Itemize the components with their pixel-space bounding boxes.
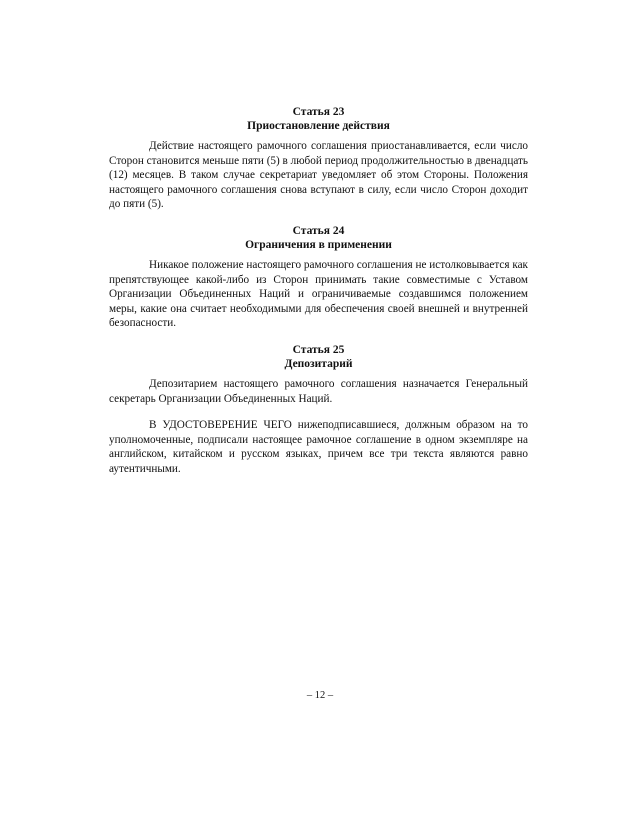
article-title: Ограничения в применении <box>245 238 392 251</box>
article-number: Статья 23 <box>292 106 345 118</box>
testimonium-paragraph: В УДОСТОВЕРЕНИЕ ЧЕГО нижеподписавшиеся, должным образом на то уполномоченные, подписали настоящее рамочное соглашение в одном экземпляре на английском, китайском и русском языках, причем все три текста являются равно аутентичными. <box>109 419 528 475</box>
article-number: Статья 25 <box>292 343 345 356</box>
document-body <box>109 105 528 477</box>
article-24 <box>109 224 528 331</box>
article-paragraph: Депозитарием настоящего рамочного соглашения назначается Генеральный секретарь Организации Объединенных Наций. <box>109 377 528 405</box>
article-paragraph: Никакое положение настоящего рамочного соглашения не истолковывается как препятствующее какой-либо из Сторон принимать такие совместимые с Уставом Организации Объединенных Наций и ограничиваемые создавшимся положением меры, какие она считает необходимыми для обеспечения своей внешней и внутренней безопасности. <box>109 258 528 330</box>
article-paragraph: Действие настоящего рамочного соглашения приостанавливается, если число Сторон становится меньше пяти (5) в любой период продолжительностью в двенадцать (12) месяцев. В таком случае секретариат уведомляет об этом Стороны. Положения настоящего рамочного соглашения снова вступают в силу, если число Сторон доходит до пяти (5). <box>109 140 528 211</box>
article-23 <box>109 105 528 212</box>
article-number: Статья 24 <box>292 224 345 237</box>
article-title: Депозитарий <box>284 357 353 370</box>
page-number: – 12 – <box>306 690 334 701</box>
article-25 <box>109 343 528 477</box>
article-title: Приостановление действия <box>247 120 390 132</box>
